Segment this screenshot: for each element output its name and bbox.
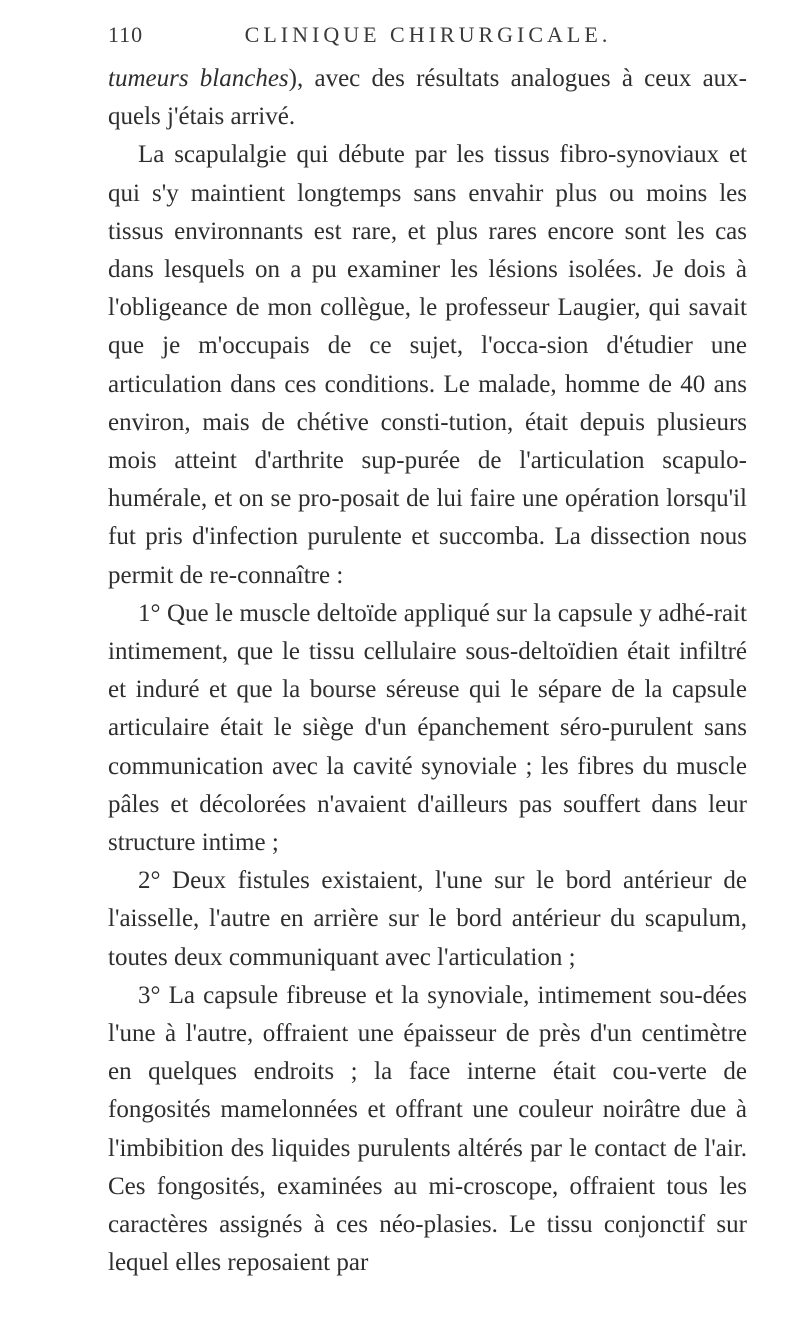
italic-phrase: tumeurs blanches: [108, 65, 289, 92]
paragraph: 1° Que le muscle deltoïde appliqué sur la capsule y adhé-rait intimement, que le tissu cellulaire sous-deltoïdien était infiltré et induré et que la bourse séreuse qui le sépare de la capsule articulaire était le siège d'un épanchement séro-purulent sans communication avec la cavité synoviale ; les fibres du muscle pâles et décolorées n'avaient d'ailleurs pas souffert dans leur structure intime ;: [108, 599, 747, 857]
page-header: [108, 22, 748, 56]
paragraph: La scapulalgie qui débute par les tissus fibro-synoviaux et qui s'y maintient longtemps sans envahir plus ou moins les tissus environnants est rare, et plus rares encore sont les cas dans lesquels on a pu examiner les lésions isolées. Je dois à l'obligeance de mon collègue, le professeur Laugier, qui savait que je m'occupais de ce sujet, l'occa-sion d'étudier une articulation dans ces conditions. Le malade, homme de 40 ans environ, mais de chétive consti-tution, était depuis plusieurs mois atteint d'arthrite sup-purée de l'articulation scapulo-humérale, et on se pro-posait de lui faire une opération lorsqu'il fut pris d'infection purulente et succomba. La dissection nous permit de re-connaître :: [108, 141, 747, 589]
body-text: [108, 60, 747, 1283]
page-number: 110: [108, 22, 144, 47]
paragraph-continuation: [108, 60, 747, 136]
running-head: CLINIQUE CHIRURGICALE.: [244, 22, 612, 47]
paragraph: 2° Deux fistules existaient, l'une sur le bord antérieur de l'aisselle, l'autre en arrière sur le bord antérieur du scapulum, toutes deux communiquant avec l'articulation ;: [108, 867, 747, 971]
paragraph-text: ), avec des résultats analogues à ceux aux-quels j'étais arrivé.: [108, 65, 748, 131]
paragraph: 3° La capsule fibreuse et la synoviale, intimement sou-dées l'une à l'autre, offraient une épaisseur de près d'un centimètre en quelques endroits ; la face interne était cou-verte de fongosités mamelonnées et offrant une couleur noirâtre due à l'imbibition des liquides purulents altérés par le contact de l'air. Ces fongosités, examinées au mi-croscope, offraient tous les caractères assignés à ces néo-plasies. Le tissu conjonctif sur lequel elles reposaient par: [108, 981, 747, 1277]
